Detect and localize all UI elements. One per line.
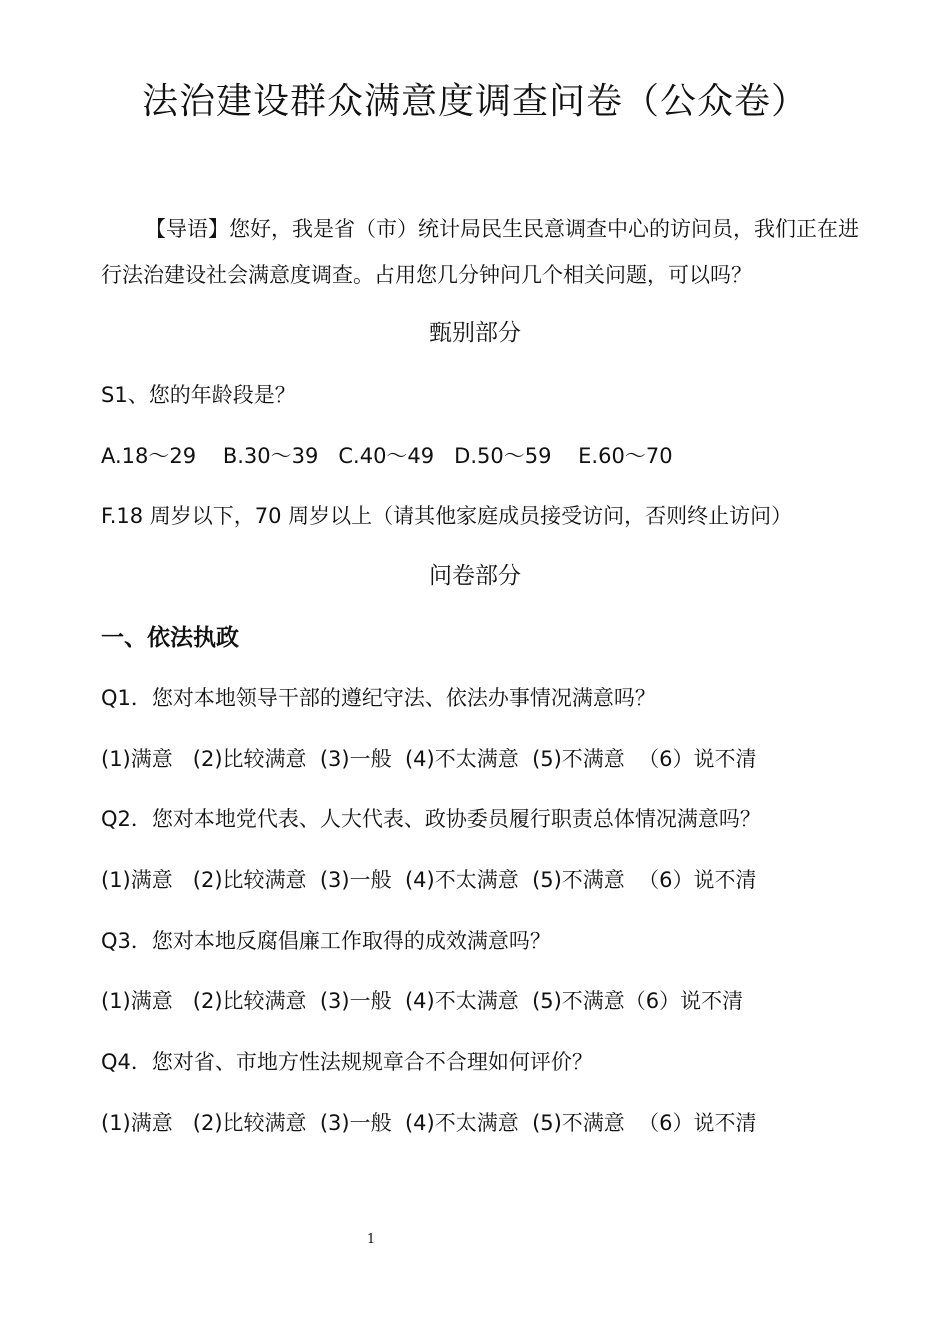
question-q4: Q4．您对省、市地方性法规规章合不合理如何评价？ (101, 1050, 593, 1074)
options-q2: (1)满意 (2)比较满意 (3)一般 (4)不太满意 (5)不满意 （6）说不清 (101, 868, 757, 892)
question-q3: Q3．您对本地反腐倡廉工作取得的成效满意吗？ (101, 929, 551, 953)
options-q4: (1)满意 (2)比较满意 (3)一般 (4)不太满意 (5)不满意 （6）说不清 (101, 1111, 757, 1135)
question-q1: Q1．您对本地领导干部的遵纪守法、依法办事情况满意吗？ (101, 686, 656, 710)
page-number: 1 (366, 1232, 376, 1247)
screening-heading: 甄别部分 (429, 320, 521, 346)
age-options: A.18～29 B.30～39 C.40～49 D.50～59 E.60～70 (101, 444, 673, 468)
section-title: 一、依法执政 (101, 625, 239, 651)
questionnaire-heading: 问卷部分 (429, 563, 521, 589)
question-q2: Q2．您对本地党代表、人大代表、政协委员履行职责总体情况满意吗？ (101, 807, 761, 831)
options-q3: (1)满意 (2)比较满意 (3)一般 (4)不太满意 (5)不满意（6）说不清 (101, 989, 744, 1013)
screening-note: F.18 周岁以下，70 周岁以上（请其他家庭成员接受访问，否则终止访问） (101, 504, 793, 528)
options-q1: (1)满意 (2)比较满意 (3)一般 (4)不太满意 (5)不满意 （6）说不清 (101, 747, 757, 771)
document-title: 法治建设群众满意度调查问卷（公众卷） (141, 81, 808, 122)
intro-paragraph: 【导语】您好，我是省（市）统计局民生民意调查中心的访问员，我们正在进行法治建设社会满意度调查。占用您几分钟问几个相关问题，可以吗？ (101, 217, 859, 287)
screening-question: S1、您的年龄段是？ (101, 383, 296, 407)
